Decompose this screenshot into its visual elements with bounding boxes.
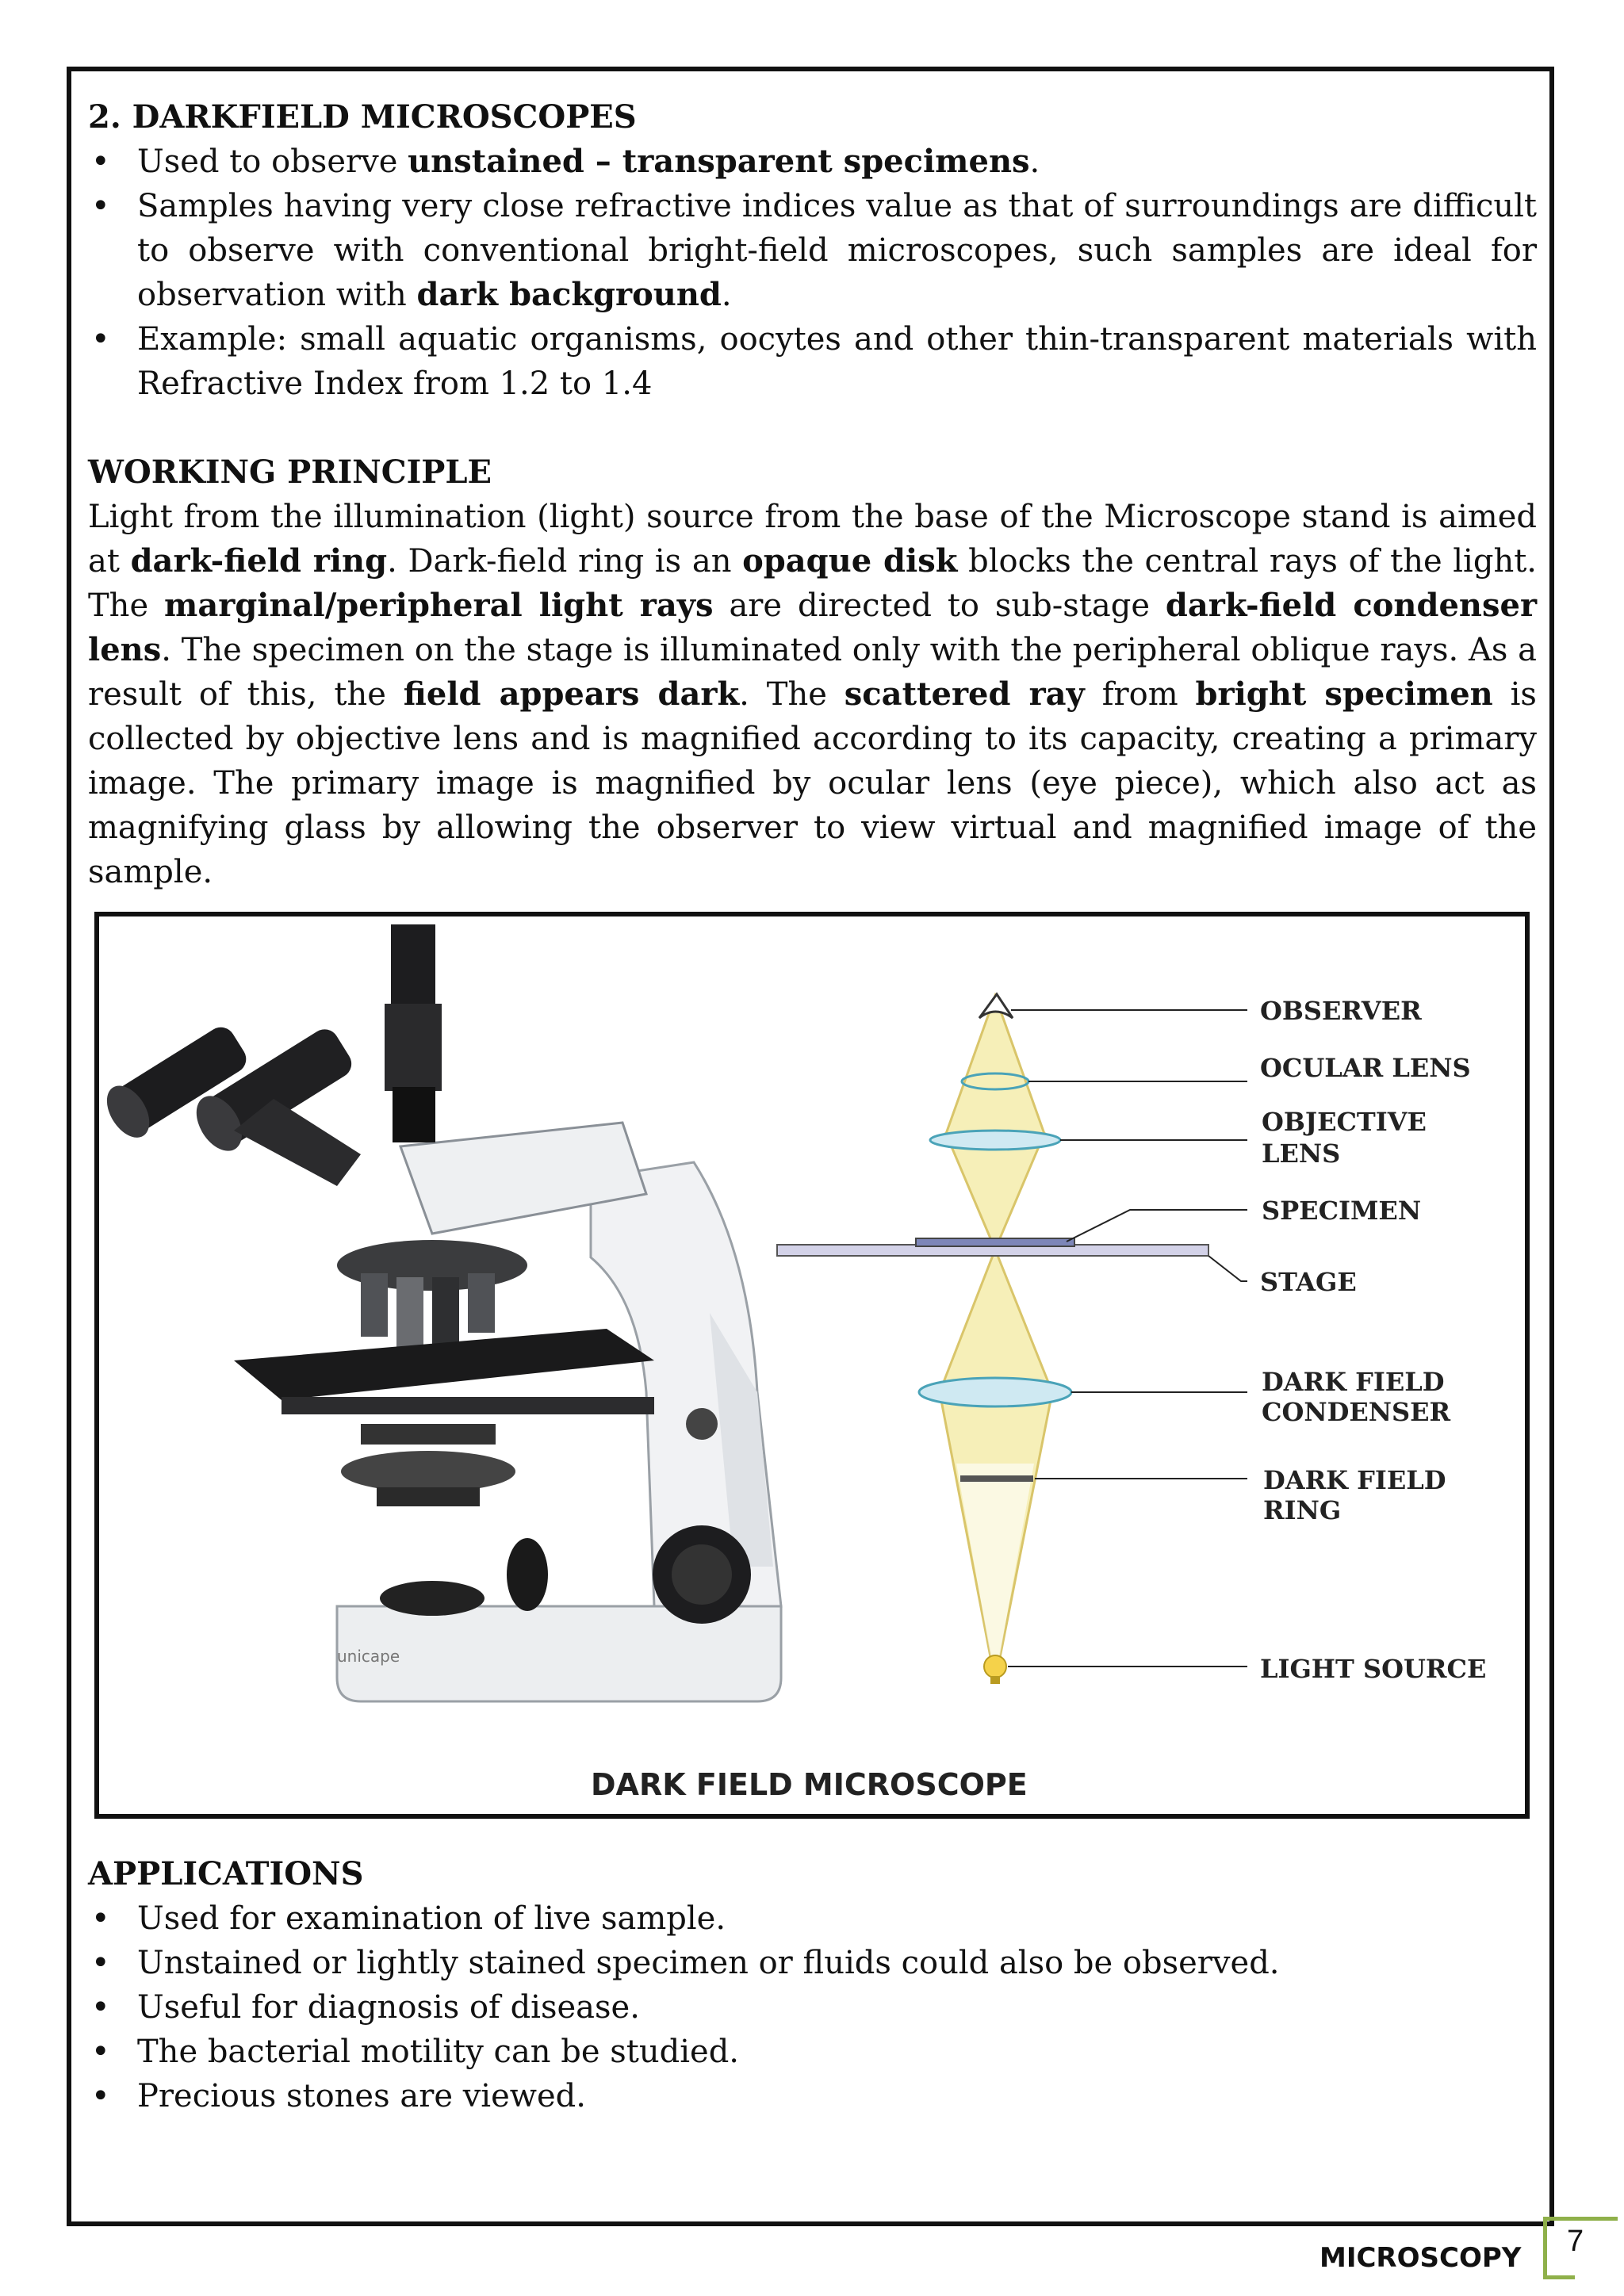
footer-title: MICROSCOPY	[1320, 2242, 1522, 2274]
brand-text: unicape	[337, 1647, 400, 1666]
label-condenser-line2: CONDENSER	[1262, 1397, 1451, 1427]
working-principle-heading: WORKING PRINCIPLE	[88, 453, 492, 491]
page-content	[88, 95, 1537, 2118]
label-objective-lens-line2: LENS	[1262, 1138, 1341, 1169]
working-principle-paragraph: Light from the illumination (light) source from the base of the Microscope stand is aimed at dark-field ring. Dark-field ring is an opaque disk blocks the central rays of the light. The marginal/peripheral light rays are directed to sub-stage dark-field condenser lens. The specimen on the stage is illuminated only with the peripheral oblique rays. As a result of this, the field appears dark. The scattered ray from bright specimen is collected by objective lens and is magnified according to its capacity, creating a primary image. The primary image is magnified by ocular lens (eye piece), which also act as magnifying glass by allowing the observer to view virtual and magnified image of the sample.	[88, 499, 1538, 890]
application-item: • Unstained or lightly stained specimen or fluids could also be observed.	[88, 1941, 1537, 1985]
application-item: • Useful for diagnosis of disease.	[88, 1985, 1537, 2030]
light-bulb-icon	[984, 1655, 1006, 1678]
specimen-shape	[916, 1238, 1074, 1246]
condenser-light-cone	[940, 1249, 1052, 1392]
label-stage: STAGE	[1260, 1267, 1357, 1297]
microscope-illustration	[99, 924, 781, 1701]
upper-light-cone	[946, 1134, 1044, 1249]
condenser-lens-shape	[919, 1378, 1071, 1406]
dark-field-ring-shape	[960, 1475, 1033, 1482]
application-item: • Precious stones are viewed.	[88, 2074, 1537, 2118]
section-heading: 2. DARKFIELD MICROSCOPES	[88, 98, 637, 136]
figure-svg	[99, 916, 1525, 1814]
bullet-item: • Samples having very close refractive indices value as that of surroundings are difficult to observe with conventional bright-field microscopes, such samples are ideal for observation with dark background.	[88, 184, 1537, 317]
label-observer: OBSERVER	[1260, 996, 1422, 1026]
light-path-diagram	[777, 994, 1486, 1684]
label-ocular-lens: OCULAR LENS	[1260, 1053, 1471, 1083]
label-objective-lens-line1: OBJECTIVE	[1262, 1107, 1427, 1137]
label-light-source: LIGHT SOURCE	[1260, 1654, 1487, 1684]
page-number-accent	[1543, 2217, 1618, 2221]
application-item: • Used for examination of live sample.	[88, 1896, 1537, 1941]
figure-caption: DARK FIELD MICROSCOPE	[591, 1767, 1028, 1802]
intro-bullets	[88, 140, 1537, 406]
application-item: • The bacterial motility can be studied.	[88, 2030, 1537, 2074]
label-ring-line2: RING	[1263, 1495, 1342, 1525]
objective-lens-shape	[930, 1131, 1060, 1150]
page-number: 7	[1567, 2225, 1584, 2258]
dark-field-microscope-figure	[94, 912, 1530, 1819]
applications-section	[88, 1852, 1537, 2118]
applications-heading: APPLICATIONS	[88, 1855, 364, 1892]
bullet-item: • Example: small aquatic organisms, oocytes and other thin-transparent materials with Refractive Index from 1.2 to 1.4	[88, 317, 1537, 406]
label-ring-line1: DARK FIELD	[1263, 1465, 1446, 1495]
label-specimen: SPECIMEN	[1262, 1196, 1422, 1226]
bullet-item: • Used to observe unstained – transparent specimens.	[88, 140, 1537, 184]
applications-list	[88, 1896, 1537, 2118]
label-condenser-line1: DARK FIELD	[1262, 1367, 1445, 1397]
